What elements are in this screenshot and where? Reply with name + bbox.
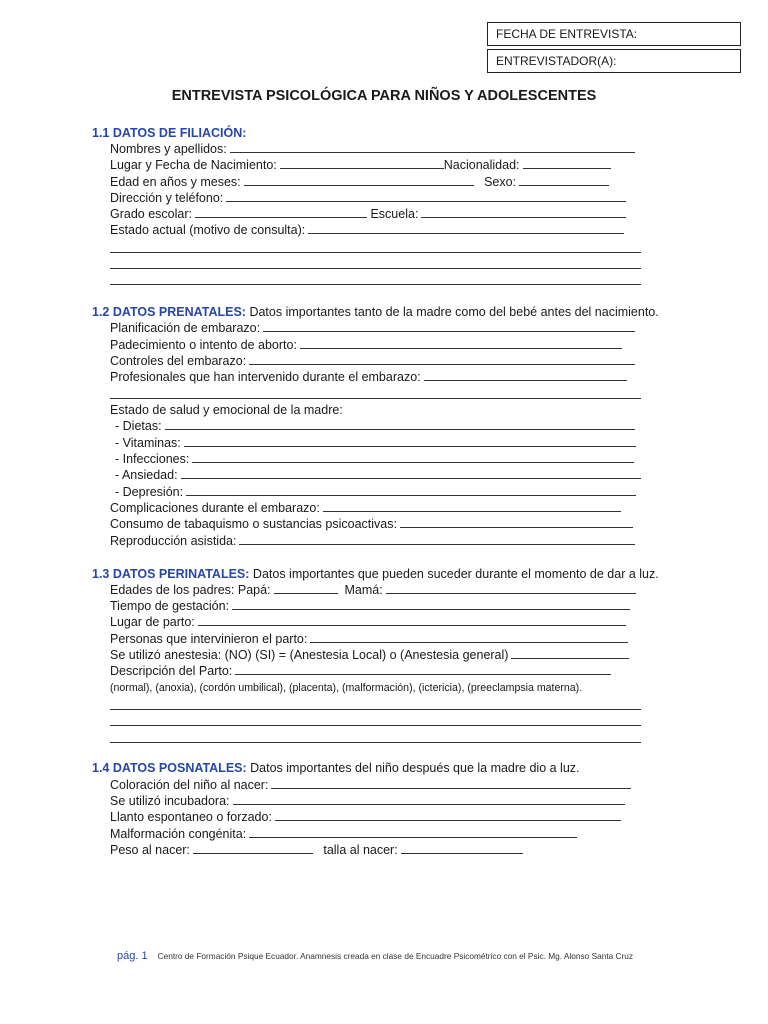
field-label: talla al nacer:	[323, 843, 398, 857]
field-label: Tiempo de gestación:	[110, 599, 230, 613]
section-filiacion-heading	[92, 125, 246, 141]
field-blank[interactable]	[230, 141, 635, 153]
field-label: - Ansiedad:	[115, 468, 178, 482]
field-blank[interactable]	[275, 809, 621, 821]
field-label: Peso al nacer:	[110, 843, 190, 857]
field-blank[interactable]	[244, 174, 474, 186]
field-label: Escuela:	[370, 207, 419, 221]
field-blank[interactable]	[400, 516, 633, 528]
field-label: Dirección y teléfono:	[110, 191, 224, 205]
section-heading: 1.3 DATOS PERINATALES:	[92, 567, 250, 581]
field-edad-sexo	[110, 174, 609, 190]
field-label: Profesionales que han intervenido durante el embarazo:	[110, 370, 421, 384]
section-heading: 1.2 DATOS PRENATALES:	[92, 305, 246, 319]
fecha-entrevista-box[interactable]	[487, 22, 741, 46]
field-blank[interactable]	[271, 777, 631, 789]
field-label: Sexo:	[484, 175, 517, 189]
field-label: Padecimiento o intento de aborto:	[110, 338, 297, 352]
field-label: Estado de salud y emocional de la madre:	[110, 403, 343, 417]
field-blank[interactable]	[519, 174, 609, 186]
field-blank[interactable]	[523, 157, 611, 169]
field-blank[interactable]	[181, 467, 641, 479]
blank-line[interactable]	[110, 742, 641, 743]
field-anestesia	[110, 647, 629, 663]
field-padecimiento	[110, 337, 622, 353]
blank-line[interactable]	[110, 398, 641, 399]
document-title: ENTREVISTA PSICOLÓGICA PARA NIÑOS Y ADOLESCENTES	[171, 88, 597, 104]
field-vitaminas	[115, 435, 636, 451]
section-posnatales-heading	[92, 760, 580, 776]
field-dietas	[115, 418, 635, 434]
field-descripcion-parto	[110, 663, 611, 679]
field-blank[interactable]	[249, 826, 577, 838]
field-label: Descripción del Parto:	[110, 664, 233, 678]
field-malformacion	[110, 826, 577, 842]
field-label: - Vitaminas:	[115, 436, 181, 450]
field-blank[interactable]	[274, 582, 338, 594]
field-blank[interactable]	[184, 435, 636, 447]
field-label: Personas que intervinieron el parto:	[110, 632, 308, 646]
field-blank[interactable]	[232, 598, 630, 610]
field-blank[interactable]	[386, 582, 636, 594]
field-estado-actual	[110, 222, 624, 238]
field-profesionales	[110, 369, 627, 385]
field-blank[interactable]	[235, 663, 611, 675]
field-label: Planificación de embarazo:	[110, 321, 261, 335]
field-label: Llanto espontaneo o forzado:	[110, 810, 272, 824]
field-label: Se utilizó anestesia: (NO) (SI) = (Anestesia Local) o (Anestesia general)	[110, 648, 509, 662]
footer-text: Centro de Formación Psique Ecuador. Anamnesis creada en clase de Encuadre Psicométrico con el Psic. Mg. Alonso Santa Cruz	[157, 951, 634, 961]
field-label: Mamá:	[344, 583, 383, 597]
field-label: Coloración del niño al nacer:	[110, 778, 269, 792]
page-number: pág. 1	[117, 950, 148, 962]
field-label: Reproducción asistida:	[110, 534, 237, 548]
section-heading: 1.4 DATOS POSNATALES:	[92, 761, 247, 775]
field-blank[interactable]	[424, 369, 627, 381]
field-lugar-fecha	[110, 157, 611, 173]
field-controles	[110, 353, 635, 369]
field-complicaciones	[110, 500, 621, 516]
blank-line[interactable]	[110, 709, 641, 710]
field-label: Nacionalidad:	[443, 158, 520, 172]
field-label: Consumo de tabaquismo o sustancias psicoactivas:	[110, 517, 397, 531]
blank-line[interactable]	[110, 725, 641, 726]
field-depresion	[115, 484, 636, 500]
field-label: Se utilizó incubadora:	[110, 794, 230, 808]
field-blank[interactable]	[226, 190, 626, 202]
field-blank[interactable]	[300, 337, 622, 349]
field-blank[interactable]	[511, 647, 629, 659]
field-label: Lugar de parto:	[110, 615, 195, 629]
field-consumo	[110, 516, 633, 532]
field-label: Edades de los padres: Papá:	[110, 583, 271, 597]
field-blank[interactable]	[401, 842, 523, 854]
field-llanto	[110, 809, 621, 825]
field-tiempo-gestacion	[110, 598, 630, 614]
field-coloracion	[110, 777, 631, 793]
field-infecciones	[115, 451, 634, 467]
section-description: Datos importantes tanto de la madre como del bebé antes del nacimiento.	[249, 305, 659, 319]
field-personas	[110, 631, 628, 647]
field-blank[interactable]	[165, 418, 635, 430]
field-label: - Infecciones:	[115, 452, 190, 466]
field-blank[interactable]	[249, 353, 635, 365]
section-perinatales-heading	[92, 566, 659, 582]
field-blank[interactable]	[421, 206, 626, 218]
blank-line[interactable]	[110, 268, 641, 269]
field-blank[interactable]	[308, 222, 624, 234]
field-estado-salud	[110, 402, 343, 418]
field-label: Controles del embarazo:	[110, 354, 247, 368]
field-blank[interactable]	[192, 451, 634, 463]
field-blank[interactable]	[239, 533, 635, 545]
field-label: - Dietas:	[115, 419, 162, 433]
field-label: (normal), (anoxia), (cordón umbilical), (placenta), (malformación), (ictericia), (preeclampsia materna).	[110, 682, 583, 694]
field-blank[interactable]	[310, 631, 628, 643]
field-blank[interactable]	[193, 842, 313, 854]
fecha-entrevista-label: FECHA DE ENTREVISTA:	[496, 27, 638, 41]
field-direccion	[110, 190, 626, 206]
field-blank[interactable]	[195, 206, 367, 218]
field-incubadora	[110, 793, 625, 809]
field-label: Lugar y Fecha de Nacimiento:	[110, 158, 277, 172]
field-label: Estado actual (motivo de consulta):	[110, 223, 306, 237]
field-label: Grado escolar:	[110, 207, 192, 221]
field-label: Edad en años y meses:	[110, 175, 241, 189]
field-blank[interactable]	[323, 500, 621, 512]
entrevistador-label: ENTREVISTADOR(A):	[496, 54, 617, 68]
field-peso-talla	[110, 842, 523, 858]
section-description: Datos importantes que pueden suceder durante el momento de dar a luz.	[252, 567, 659, 581]
section-heading: 1.1 DATOS DE FILIACIÓN:	[92, 126, 247, 140]
field-blank[interactable]	[186, 484, 636, 496]
field-ansiedad	[115, 467, 641, 483]
field-label: - Depresión:	[115, 485, 184, 499]
entrevistador-box[interactable]	[487, 49, 741, 73]
field-label: Complicaciones durante el embarazo:	[110, 501, 320, 515]
field-label: Malformación congénita:	[110, 827, 247, 841]
field-grado-escuela	[110, 206, 626, 222]
field-label: Nombres y apellidos:	[110, 142, 227, 156]
blank-line[interactable]	[110, 284, 641, 285]
field-blank[interactable]	[263, 320, 635, 332]
field-lugar-parto	[110, 614, 626, 630]
field-blank[interactable]	[198, 614, 626, 626]
field-opciones-parto	[110, 680, 582, 696]
section-description: Datos importantes del niño después que la madre dio a luz.	[250, 761, 580, 775]
field-blank[interactable]	[280, 157, 444, 169]
field-edades-padres	[110, 582, 636, 598]
blank-line[interactable]	[110, 252, 641, 253]
field-blank[interactable]	[233, 793, 625, 805]
section-prenatales-heading	[92, 304, 659, 320]
field-nombres	[110, 141, 635, 157]
field-planificacion	[110, 320, 635, 336]
page-footer	[117, 950, 633, 962]
field-reproduccion	[110, 533, 635, 549]
